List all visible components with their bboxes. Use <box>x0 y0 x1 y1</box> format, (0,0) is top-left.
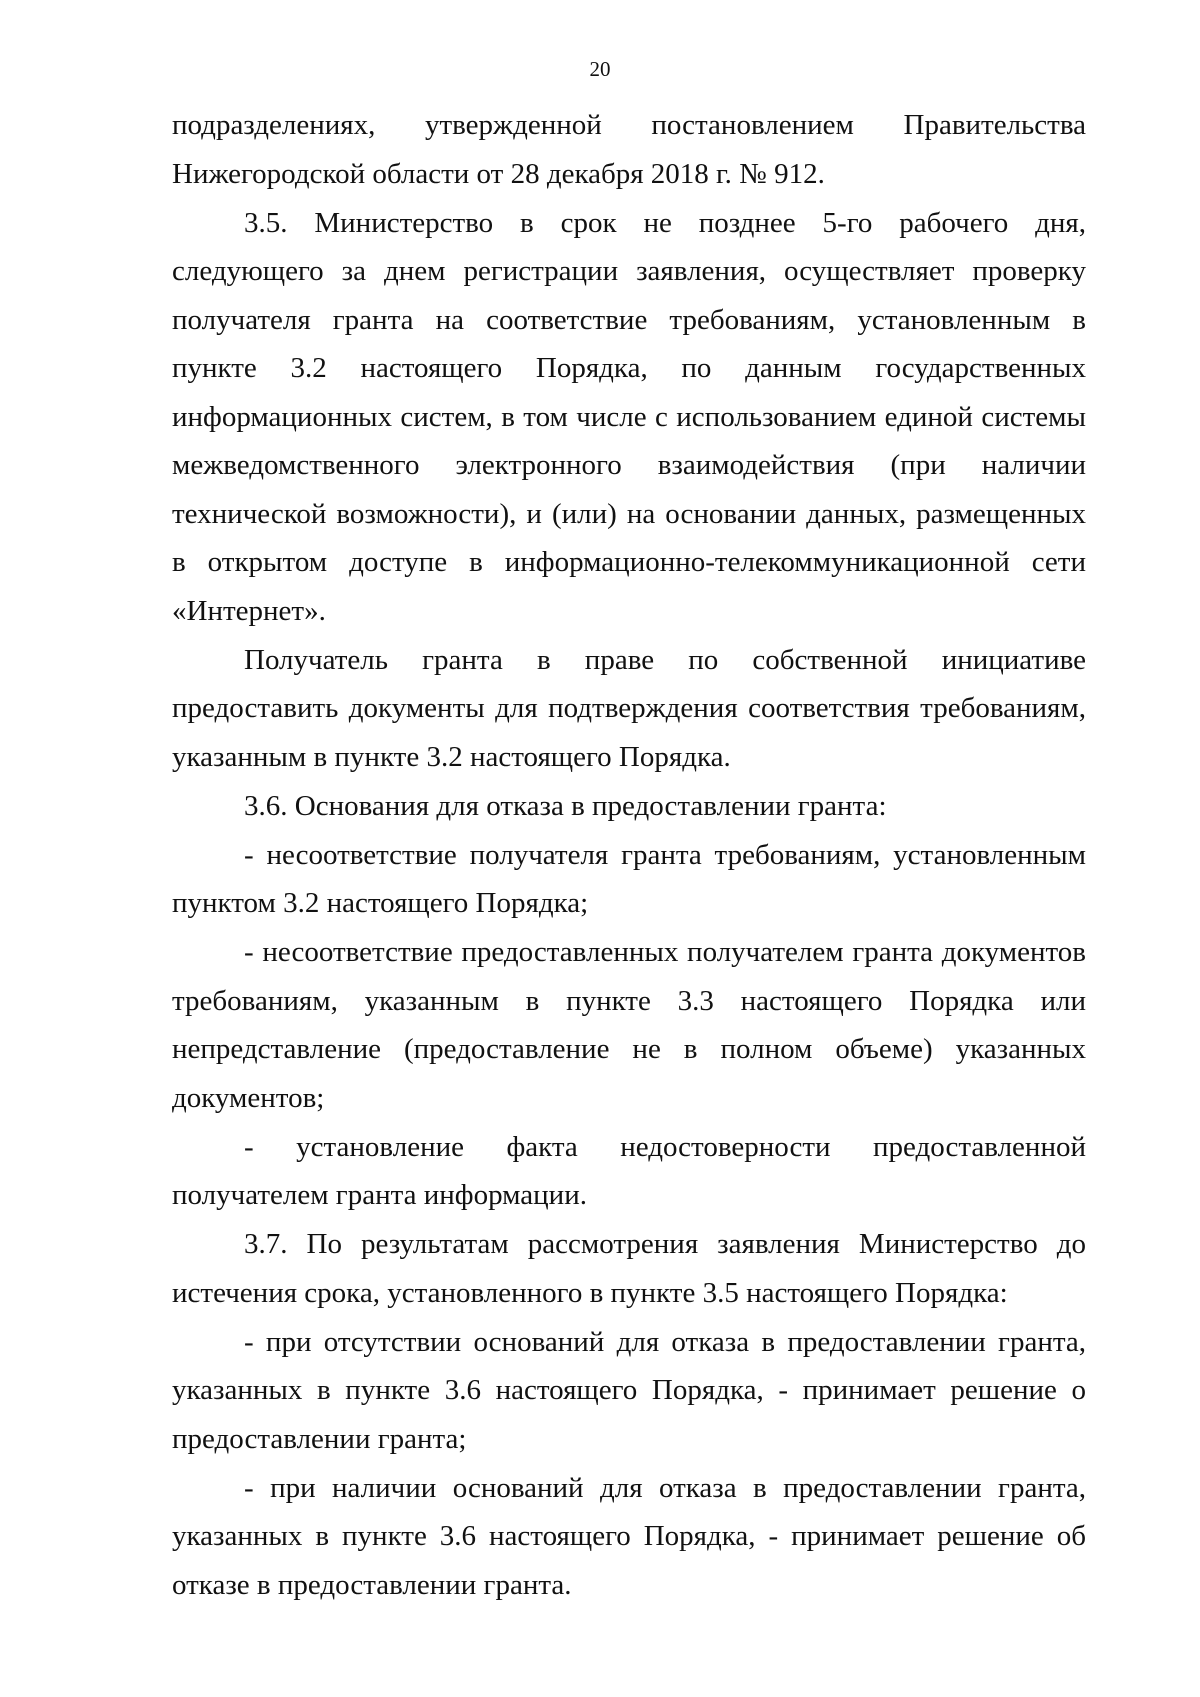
list-item-unreliable-information: - установление факта недостоверности предоставленной получателем гранта информации. <box>172 1130 1086 1211</box>
page-number: 20 <box>589 57 611 81</box>
paragraph-3-6: 3.6. Основания для отказа в предоставлении гранта: <box>244 789 887 822</box>
list-item-grant-refusal: - при наличии оснований для отказа в предоставлении гранта, указанных в пункте 3.6 настоящего Порядка, - принимает решение об отказе в предоставлении гранта. <box>172 1471 1086 1601</box>
paragraph-3-5: 3.5. Министерство в срок не позднее 5-го рабочего дня, следующего за днем регистрации заявления, осуществляет проверку получателя гранта на соответствие требованиям, установленным в пункте 3.2 настоящего Порядка, по данным государственных информационных систем, в том числе с использованием единой системы межведомственного электронного взаимодействия (при наличии технической возможности), и (или) на основании данных, размещенных в открытом доступе в информационно-телекоммуникационной сети «Интернет». <box>172 206 1086 627</box>
list-item-grant-approval: - при отсутствии оснований для отказа в предоставлении гранта, указанных в пункте 3.6 настоящего Порядка, - принимает решение о предоставлении гранта; <box>172 1325 1086 1455</box>
paragraph-grant-recipient-right: Получатель гранта в праве по собственной инициативе предоставить документы для подтверждения соответствия требованиям, указанным в пункте 3.2 настоящего Порядка. <box>172 643 1086 773</box>
list-item-documents-mismatch: - несоответствие предоставленных получателем гранта документов требованиям, указанным в пункте 3.3 настоящего Порядка или непредставление (предоставление не в полном объеме) указанных документов; <box>172 936 1086 1114</box>
paragraph-continuation: подразделениях, утвержденной постановлением Правительства Нижегородской области от 28 декабря 2018 г. № 912. <box>172 109 1086 190</box>
list-item-requirements-mismatch: - несоответствие получателя гранта требованиям, установленным пунктом 3.2 настоящего Порядка; <box>172 838 1086 919</box>
document-body <box>172 101 1086 1609</box>
paragraph-3-7: 3.7. По результатам рассмотрения заявления Министерство до истечения срока, установленного в пункте 3.5 настоящего Порядка: <box>172 1228 1086 1309</box>
